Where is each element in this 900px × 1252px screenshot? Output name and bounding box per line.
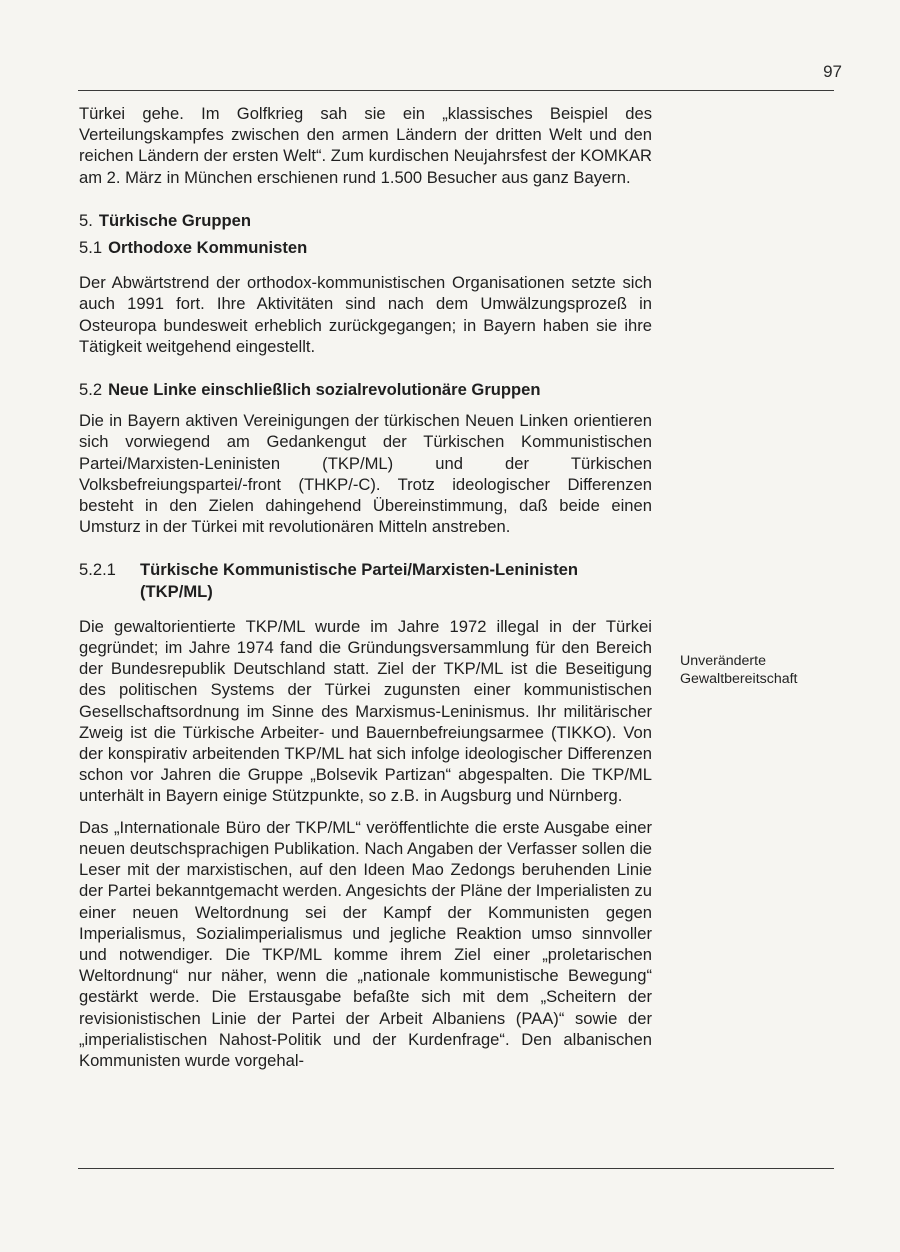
section-5-2-1-paragraph-2: Das „Internationale Büro der TKP/ML“ veröffentlichte die erste Ausgabe einer neuen deutschsprachigen Publikation. Nach Angaben der Verfasser sollen die Leser mit der marxistischen, auf den Ideen Mao Zedongs beruhenden Linie der Partei bekanntgemacht werden. Angesichts der Pläne der Imperialisten zu einer neuen Weltordnung sei der Kampf der Kommunisten gegen Imperialismus, Sozialimperialismus und jegliche Reaktion umso sinnvoller und notwendiger. Die TKP/ML komme ihrem Ziel einer „proletarischen Weltordnung“ nur näher, wenn die „nationale kommunistische Bewegung“ gestärkt werde. Die Erstausgabe befaßte sich mit dem „Scheitern der revisionistischen Linie der Partei der Arbeit Albaniens (PAA)“ sowie der „imperialistischen Nahost-Politik und der Kurdenfrage“. Den albanischen Kommunisten wurde vorgehal- [79, 817, 652, 1070]
heading-5-2 [79, 379, 652, 400]
margin-note: Unveränderte Gewaltbereitschaft [680, 653, 798, 687]
heading-5-2-1-title: Türkische Kommunistische Partei/Marxisten-Leninisten (TKP/ML) [140, 560, 579, 601]
heading-5-1-title: Orthodoxe Kommunisten [108, 238, 308, 258]
heading-5-1-number: 5.1 [79, 238, 103, 258]
heading-5-1 [79, 237, 652, 258]
heading-5-2-1 [79, 559, 652, 601]
section-5-1-paragraph: Der Abwärtstrend der orthodox-kommunistischen Organisationen setzte sich auch 1991 fort. Ihre Aktivitäten sind nach dem Umwälzungsprozeß in Osteuropa bundesweit erheblich zurückgegangen; in Bayern haben sie ihre Tätigkeit weitgehend eingestellt. [79, 273, 652, 356]
section-5-2-1-paragraph-1: Die gewaltorientierte TKP/ML wurde im Jahre 1972 illegal in der Türkei gegründet; im Jahre 1974 fand die Gründungsversammlung für den Bereich der Bundesrepublik Deutschland statt. Ziel der TKP/ML ist die Beseitigung des politischen Systems der Türkei zugunsten einer kommunistischen Gesellschaftsordnung im Sinne des Marxismus-Leninismus. Ihr militärischer Zweig ist die Türkische Arbeiter- und Bauernbefreiungsarmee (TIKKO). Von der konspirativ arbeitenden TKP/ML hat sich infolge ideologischer Differenzen schon vor Jahren die Gruppe „Bolsevik Partizan“ abgespalten. Die TKP/ML unterhält in Bayern einige Stützpunkte, so z.B. in Augsburg und Nürnberg. [79, 616, 652, 806]
heading-5-2-title: Neue Linke einschließlich sozialrevolutionäre Gruppen [108, 380, 541, 400]
top-rule [78, 90, 834, 91]
main-text-column [79, 103, 652, 1071]
heading-5-2-1-number: 5.2.1 [79, 560, 116, 580]
intro-paragraph: Türkei gehe. Im Golfkrieg sah sie ein „klassisches Beispiel des Verteilungskampfes zwischen den armen Ländern der dritten Welt und den reichen Ländern der ersten Welt“. Zum kurdischen Neujahrsfest der KOMKAR am 2. März in München erschienen rund 1.500 Besucher aus ganz Bayern. [79, 104, 652, 187]
heading-5-number: 5. [79, 210, 93, 230]
bottom-rule [78, 1168, 834, 1169]
heading-5 [79, 210, 652, 231]
section-5-2-paragraph: Die in Bayern aktiven Vereinigungen der türkischen Neuen Linken orientieren sich vorwiegend am Gedankengut der Türkischen Kommunistischen Partei/Marxisten-Leninisten (TKP/ML) und der Türkischen Volksbefreiungspartei/-front (THKP/-C). Trotz ideologischer Differenzen besteht in den Zielen dahingehend Übereinstimmung, daß beide einen Umsturz in der Türkei mit revolutionären Mitteln anstreben. [79, 411, 652, 537]
heading-5-2-number: 5.2 [79, 380, 103, 400]
heading-5-title: Türkische Gruppen [98, 210, 251, 230]
page-number: 97 [823, 62, 842, 81]
